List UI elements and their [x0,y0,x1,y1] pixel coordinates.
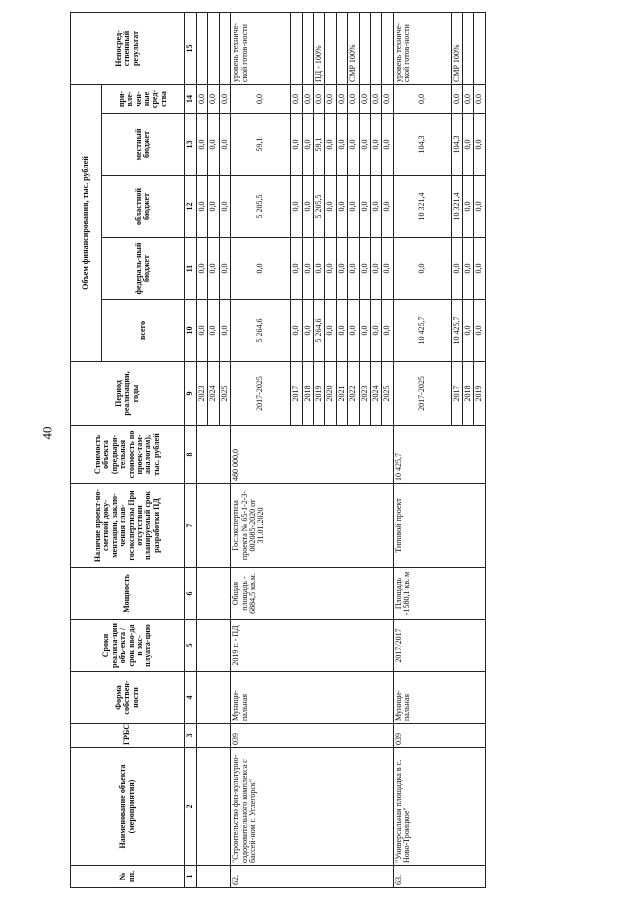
local-cell: 59,1 [231,114,291,176]
regional-cell: 0,0 [219,176,230,238]
year-cell: 2018 [302,362,313,426]
result-cell: СМР 100% [348,13,359,85]
federal-cell: 0,0 [348,238,359,300]
local-cell: 0,0 [291,114,302,176]
year-cell: 2017 [291,362,302,426]
obj62-cost: 480 000,0 [231,426,394,484]
col-number: 4 [185,672,197,724]
other-cell: 0,0 [382,85,393,114]
other-cell: 0,0 [325,85,336,114]
total-cell: 0,0 [382,300,393,362]
regional-cell: 5 205,5 [231,176,291,238]
other-cell: 0,0 [219,85,230,114]
total-cell: 0,0 [325,300,336,362]
total-cell: 0,0 [208,300,219,362]
local-cell: 0,0 [359,114,370,176]
result-cell: ПД - 100% [313,13,324,85]
obj63-num: 63. [393,866,485,888]
obj62-capacity: Общая площадь - 6884,5 кв.м. [231,568,394,620]
federal-cell: 0,0 [208,238,219,300]
regional-cell: 10 321,4 [451,176,462,238]
regional-cell: 10 321,4 [393,176,451,238]
federal-cell: 0,0 [291,238,302,300]
obj62-terms: 2019 г. - ПД [231,620,394,672]
col-number: 9 [185,362,197,426]
local-cell: 0,0 [219,114,230,176]
header-grbs: ГРБС [71,724,185,748]
regional-cell: 0,0 [197,176,208,238]
result-cell [359,13,370,85]
obj63-docs: Типовой проект [393,484,485,568]
result-cell [382,13,393,85]
federal-cell: 0,0 [451,238,462,300]
total-cell: 0,0 [197,300,208,362]
total-cell: 5 264,6 [313,300,324,362]
header-total: всего [102,300,185,362]
page-number: 40 [39,426,55,440]
col-number: 10 [185,300,197,362]
table-row [197,13,208,888]
year-cell: 2025 [219,362,230,426]
other-cell: 0,0 [393,85,451,114]
local-cell: 0,0 [382,114,393,176]
federal-cell: 0,0 [325,238,336,300]
federal-cell: 0,0 [393,238,451,300]
col-number: 8 [185,426,197,484]
header-docs: Наличие проект-но-сметной доку-ментации, заклю-чения глав-госэкспертизы При отсутствии планируемый срок разработки ПД [71,484,185,568]
federal-cell: 0,0 [231,238,291,300]
local-cell: 104,3 [393,114,451,176]
year-cell: 2017-2025 [393,362,451,426]
other-cell: 0,0 [313,85,324,114]
obj62-num: 62. [231,866,394,888]
local-cell: 0,0 [208,114,219,176]
year-cell: 2017 [451,362,462,426]
header-result: Непосред-ственный результат [71,13,185,85]
total-cell: 10 425,7 [451,300,462,362]
header-period: Период реализации, годы [71,362,185,426]
year-cell: 2019 [474,362,485,426]
result-cell: СМР 100% [451,13,462,85]
local-cell: 0,0 [302,114,313,176]
other-cell: 0,0 [451,85,462,114]
header-cost: Стоимость объекта (предвари-тельная стоимость по проек-там-аналогам), тыс. рублей [71,426,185,484]
local-cell: 0,0 [325,114,336,176]
federal-cell: 0,0 [313,238,324,300]
other-cell: 0,0 [231,85,291,114]
col-number: 6 [185,568,197,620]
federal-cell: 0,0 [474,238,485,300]
col-number: 7 [185,484,197,568]
total-cell: 0,0 [463,300,474,362]
col-number: 13 [185,114,197,176]
year-cell: 2023 [359,362,370,426]
regional-cell: 0,0 [474,176,485,238]
header-regional: областной бюджет [102,176,185,238]
regional-cell: 0,0 [336,176,347,238]
local-cell: 0,0 [463,114,474,176]
header-funding: Объем финансирования, тыс. рублей [71,85,102,362]
col-number: 3 [185,724,197,748]
column-numbers-row [185,13,197,888]
regional-cell: 0,0 [382,176,393,238]
regional-cell: 5 205,5 [313,176,324,238]
total-cell: 0,0 [359,300,370,362]
local-cell: 104,3 [451,114,462,176]
obj63-capacity: Площадь -1580,1 кв. м [393,568,485,620]
total-cell: 0,0 [370,300,381,362]
federal-cell: 0,0 [359,238,370,300]
local-cell: 59,1 [313,114,324,176]
obj62-name: "Строительство физ-культурно-оздоровительного комплекса с бассей-ном г. Углегорск" [231,748,394,866]
regional-cell: 0,0 [302,176,313,238]
col-number: 5 [185,620,197,672]
obj62-docs: Гос.экспертиза проекта № 65-1-2-3-002085-2020 от 31.01.2020 [231,484,394,568]
obj63-ownership: Муници-пальная [393,672,485,724]
col-number: 15 [185,13,197,85]
header-federal: федераль-ный бюджет [102,238,185,300]
table-row [231,13,291,888]
local-cell: 0,0 [370,114,381,176]
header-terms: Сроки реализа-ции объ-екта / срок вво-да в экс-плуата-цию [71,620,185,672]
header-other: при-вле-чен-ные сред-ства [102,85,185,114]
col-number: 14 [185,85,197,114]
year-cell: 2017-2025 [231,362,291,426]
federal-cell: 0,0 [370,238,381,300]
result-cell [336,13,347,85]
obj62-grbs: 039 [231,724,394,748]
other-cell: 0,0 [463,85,474,114]
result-cell [463,13,474,85]
result-cell: уровень техниче-ской готов-ности [231,13,291,85]
total-cell: 0,0 [219,300,230,362]
total-cell: 0,0 [336,300,347,362]
year-cell: 2022 [348,362,359,426]
year-cell: 2023 [197,362,208,426]
regional-cell: 0,0 [463,176,474,238]
federal-cell: 0,0 [197,238,208,300]
header-row-1 [71,13,102,888]
header-name: Наименование объекта (мероприятия) [71,748,185,866]
local-cell: 0,0 [348,114,359,176]
other-cell: 0,0 [197,85,208,114]
year-cell: 2021 [336,362,347,426]
other-cell: 0,0 [302,85,313,114]
local-cell: 0,0 [474,114,485,176]
header-ownership: Форма собствен-ности [71,672,185,724]
federal-cell: 0,0 [219,238,230,300]
year-cell: 2024 [370,362,381,426]
other-cell: 0,0 [336,85,347,114]
regional-cell: 0,0 [348,176,359,238]
year-cell: 2019 [313,362,324,426]
rotated-table-container [70,13,575,888]
federal-cell: 0,0 [302,238,313,300]
obj63-name: "Универсальная площадка в с. Ново-Троицкое" [393,748,485,866]
result-cell [370,13,381,85]
regional-cell: 0,0 [370,176,381,238]
local-cell: 0,0 [336,114,347,176]
other-cell: 0,0 [474,85,485,114]
col-number: 12 [185,176,197,238]
total-cell: 0,0 [302,300,313,362]
result-cell [302,13,313,85]
other-cell: 0,0 [359,85,370,114]
total-cell: 0,0 [348,300,359,362]
federal-cell: 0,0 [336,238,347,300]
col-number: 1 [185,866,197,888]
col-number: 11 [185,238,197,300]
obj63-terms: 2017/2017 [393,620,485,672]
obj62-ownership: Муници-пальная [231,672,394,724]
other-cell: 0,0 [370,85,381,114]
year-cell: 2025 [382,362,393,426]
year-cell: 2018 [463,362,474,426]
regional-cell: 0,0 [208,176,219,238]
result-cell [325,13,336,85]
header-num: № пп. [71,866,185,888]
header-local: местный бюджет [102,114,185,176]
total-cell: 0,0 [474,300,485,362]
obj63-grbs: 039 [393,724,485,748]
table-row [393,13,451,888]
col-number: 2 [185,748,197,866]
obj63-cost: 10 425,7 [393,426,485,484]
federal-cell: 0,0 [463,238,474,300]
other-cell: 0,0 [208,85,219,114]
regional-cell: 0,0 [325,176,336,238]
total-cell: 0,0 [291,300,302,362]
other-cell: 0,0 [291,85,302,114]
investment-objects-table [70,12,486,888]
total-cell: 10 425,7 [393,300,451,362]
result-cell [474,13,485,85]
header-capacity: Мощность [71,568,185,620]
year-cell: 2024 [208,362,219,426]
local-cell: 0,0 [197,114,208,176]
regional-cell: 0,0 [291,176,302,238]
other-cell: 0,0 [348,85,359,114]
year-cell: 2020 [325,362,336,426]
federal-cell: 0,0 [382,238,393,300]
regional-cell: 0,0 [359,176,370,238]
result-cell: уровень техниче-ской готов-ности [393,13,451,85]
result-cell [291,13,302,85]
total-cell: 5 264,6 [231,300,291,362]
